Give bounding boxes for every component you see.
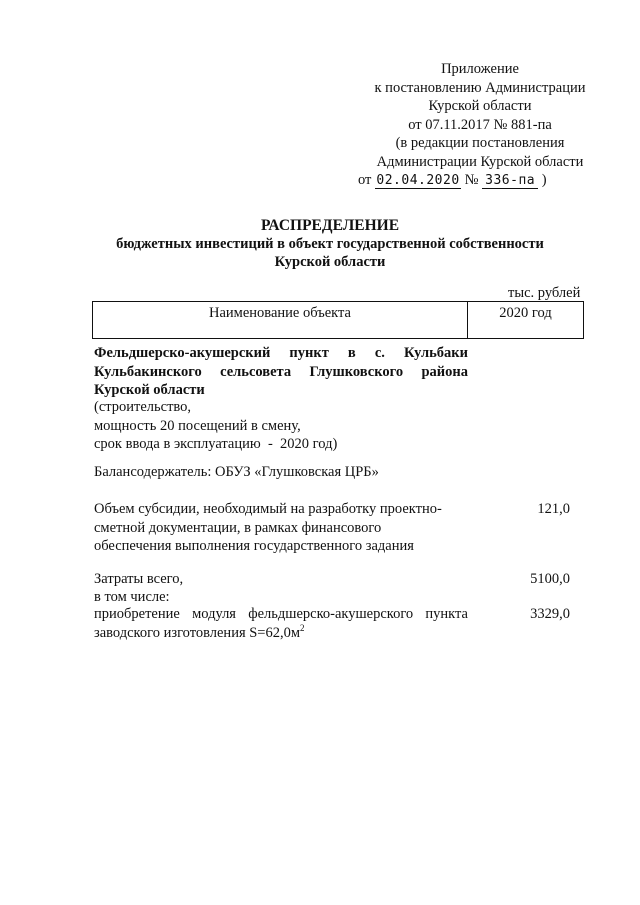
costs-item-value: 3329,0 — [530, 606, 570, 622]
balance-holder: Балансодержатель: ОБУЗ «Глушковская ЦРБ» — [94, 464, 379, 480]
subsidy-value: 121,0 — [537, 501, 570, 517]
costs-item-line — [94, 624, 468, 643]
edition-date-row — [350, 171, 610, 190]
edition-number-sign: № — [464, 172, 479, 188]
appendix-edition-line: (в редакции постановления — [395, 135, 565, 151]
object-detail-line: срок ввода в эксплуатацию - 2020 год) — [94, 436, 338, 452]
edition-date: 02.04.2020 — [376, 173, 460, 188]
subsidy-line: обеспечения выполнения государственного задания — [94, 538, 414, 554]
object-name-line: Курской области — [94, 382, 205, 398]
document-subtitle: бюджетных инвестиций в объект государственной собственности — [116, 236, 544, 252]
object-name-line: Фельдшерско-акушерский пункт в с. Кульбаки — [94, 345, 468, 361]
object-details — [94, 398, 474, 454]
appendix-title: Приложение — [441, 61, 519, 77]
edition-from-label: от — [358, 172, 372, 188]
costs-total-label — [94, 570, 474, 589]
unit-label: тыс. рублей — [508, 285, 581, 301]
appendix-date-number: от 07.11.2017 № 881-па — [408, 116, 552, 133]
column-header-year: 2020 год — [499, 305, 552, 321]
object-detail-line: мощность 20 посещений в смену, — [94, 417, 301, 434]
appendix-resolution-line: к постановлению Администрации — [374, 79, 586, 96]
costs-item-line-text: заводского изготовления S=62,0м — [94, 624, 301, 641]
edition-close-paren: ) — [541, 172, 547, 188]
costs-total-text: Затраты всего, — [94, 571, 184, 587]
subsidy-description — [94, 500, 474, 556]
table-header — [92, 301, 584, 339]
subsidy-line: Объем субсидии, необходимый на разработку проектно- — [94, 501, 442, 517]
object-name — [94, 344, 468, 400]
document-subtitle-region: Курской области — [274, 254, 386, 270]
costs-including-label: в том числе: — [94, 589, 170, 605]
object-detail-line: (строительство, — [94, 399, 192, 415]
object-name-line: Кульбакинского сельсовета Глушковского района — [94, 363, 468, 380]
subsidy-line: сметной документации, в рамках финансового — [94, 519, 382, 536]
costs-item-line: приобретение модуля фельдшерско-акушерского пункта — [94, 606, 468, 622]
appendix-region-line: Курской области — [428, 98, 532, 114]
appendix-header — [350, 60, 610, 190]
column-header-name: Наименование объекта — [209, 305, 351, 321]
costs-item-description — [94, 605, 468, 642]
appendix-administration-line: Администрации Курской области — [376, 153, 584, 170]
costs-item-superscript: 2 — [300, 622, 305, 633]
document-title: РАСПРЕДЕЛЕНИЕ — [260, 217, 400, 234]
costs-total-value: 5100,0 — [530, 571, 570, 587]
edition-number: 336-па — [482, 173, 538, 189]
